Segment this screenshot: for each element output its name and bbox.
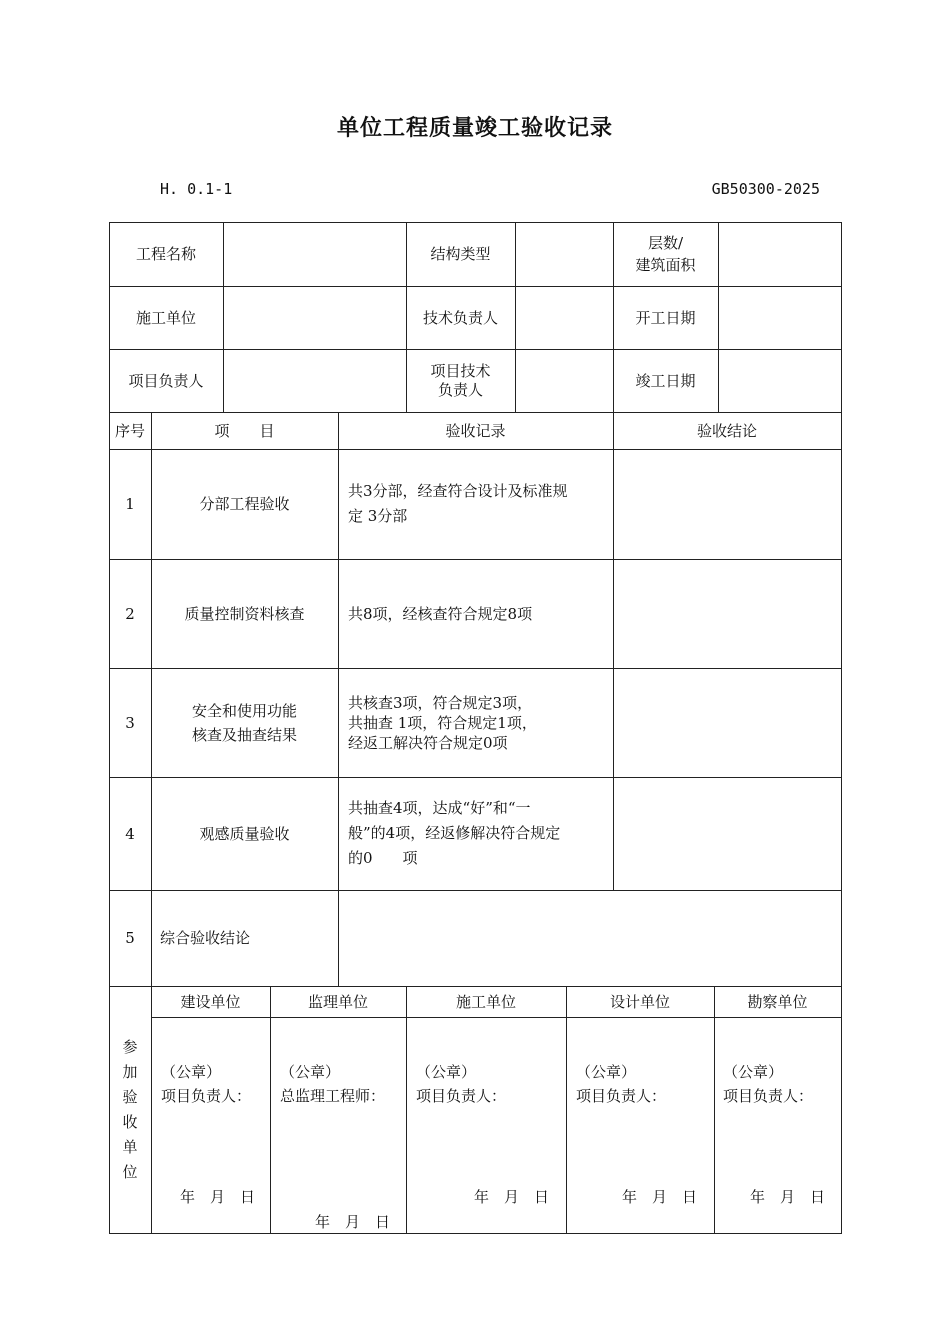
signer-label: 项目负责人： (161, 1087, 252, 1105)
col-header-seq: 序号 (114, 421, 145, 440)
date-label: 年 月 日 (180, 1188, 256, 1206)
col-header-record: 验收记录 (445, 421, 506, 440)
row-seq: 1 (125, 495, 135, 513)
date-label: 年 月 日 (315, 1213, 391, 1231)
row-record: 共抽查4项，达成“好”和“一 般”的4项，经返修解决符合规定 的0 项 (348, 799, 561, 867)
seal-label: （公章） (416, 1063, 477, 1081)
unit-name: 监理单位 (307, 992, 368, 1011)
seal-label: （公章） (161, 1063, 222, 1081)
row-record: 共核查3项，符合规定3项， 共抽查 1项，符合规定1项， 经返工解决符合规定0项 (348, 693, 537, 752)
row-conclusion[interactable] (613, 668, 841, 777)
structure-type-value[interactable] (515, 222, 613, 286)
tech-lead-value[interactable] (515, 286, 613, 349)
row-seq: 3 (125, 713, 135, 732)
row-item: 安全和使用功能 核查及抽查结果 (191, 701, 297, 744)
signer-label: 项目负责人： (576, 1087, 667, 1105)
row-item: 质量控制资料核查 (184, 604, 305, 623)
date-label: 年 月 日 (750, 1188, 826, 1206)
signer-label: 项目负责人： (723, 1087, 814, 1105)
start-date-label: 开工日期 (635, 308, 696, 327)
floors-area-value[interactable] (718, 222, 841, 286)
project-name-label: 工程名称 (135, 245, 196, 263)
row-seq: 2 (125, 604, 135, 623)
unit-name: 施工单位 (455, 992, 516, 1011)
tech-lead-label: 技术负责人 (422, 308, 498, 327)
form-code: H. 0.1-1 (160, 180, 233, 198)
row-item: 观感质量验收 (199, 824, 290, 843)
col-header-item: 项 目 (214, 421, 275, 440)
completion-date-label: 竣工日期 (635, 371, 696, 390)
date-label: 年 月 日 (474, 1188, 550, 1206)
row-conclusion[interactable] (613, 559, 841, 668)
row-conclusion[interactable] (613, 777, 841, 890)
date-label: 年 月 日 (622, 1188, 698, 1206)
seal-label: （公章） (280, 1063, 341, 1081)
row-seq: 5 (125, 929, 135, 947)
structure-type-label: 结构类型 (430, 245, 491, 263)
row-conclusion[interactable] (613, 449, 841, 559)
participants-label: 参 加 验 收 单 位 (122, 1037, 138, 1181)
seal-label: （公章） (576, 1063, 637, 1081)
standard-code: GB50300-2025 (711, 180, 820, 198)
floors-area-label: 层数/ 建筑面积 (635, 234, 696, 274)
construction-unit-label: 施工单位 (135, 308, 196, 327)
unit-name: 勘察单位 (747, 992, 808, 1011)
project-lead-label: 项目负责人 (128, 371, 204, 390)
row-seq: 4 (125, 824, 135, 843)
project-name-value[interactable] (223, 222, 406, 286)
project-tech-lead-label: 项目技术 负责人 (430, 361, 491, 399)
row-item: 综合验收结论 (160, 929, 251, 947)
completion-date-value[interactable] (718, 349, 841, 412)
signer-label: 总监理工程师： (280, 1087, 386, 1105)
overall-conclusion-value[interactable] (348, 890, 838, 986)
row-record: 共3分部，经查符合设计及标准规 定 3分部 (348, 482, 568, 525)
page-title: 单位工程质量竣工验收记录 (336, 115, 613, 141)
project-lead-value[interactable] (223, 349, 406, 412)
signer-label: 项目负责人： (416, 1087, 507, 1105)
start-date-value[interactable] (718, 286, 841, 349)
row-record: 共8项，经核查符合规定8项 (348, 604, 533, 623)
construction-unit-value[interactable] (223, 286, 406, 349)
row-item: 分部工程验收 (199, 495, 290, 513)
project-tech-lead-value[interactable] (515, 349, 613, 412)
seal-label: （公章） (723, 1063, 784, 1081)
col-header-conclusion: 验收结论 (696, 421, 757, 440)
unit-name: 设计单位 (609, 992, 670, 1011)
unit-name: 建设单位 (180, 992, 241, 1011)
